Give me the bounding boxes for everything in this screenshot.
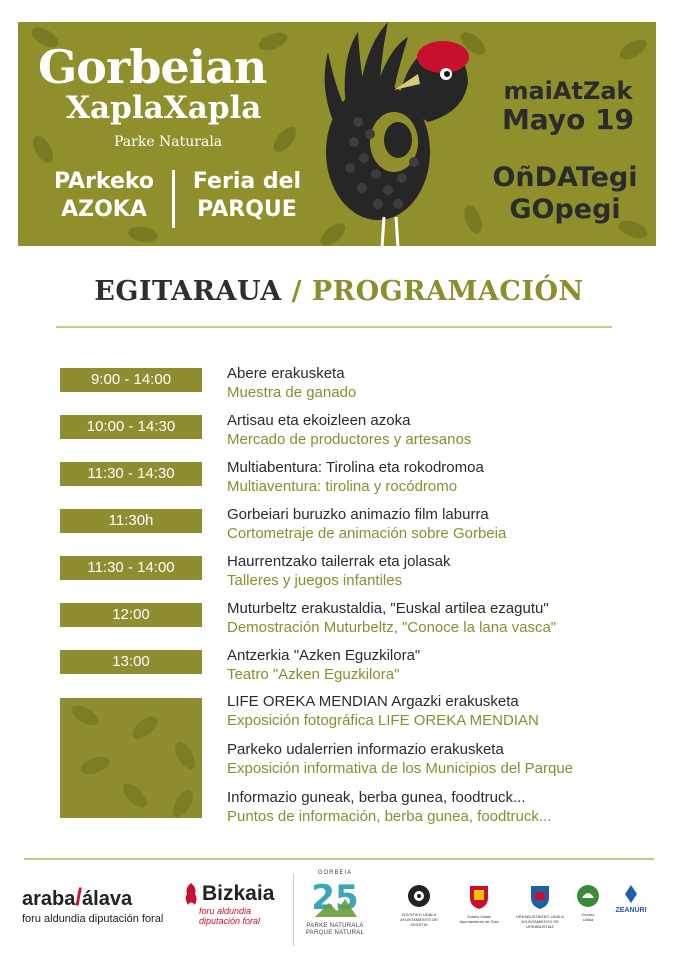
araba-logo: araba/álava foru aldundia diputación foral [22, 884, 164, 925]
bizkaia-logo: Bizkaia foru aldundia diputación foral [183, 882, 293, 926]
event-title: Gorbeian [38, 40, 267, 94]
activity-eu: Informazio guneak, berba gunea, foodtruck... [227, 789, 526, 806]
bizkaia-emblem-icon [183, 882, 199, 906]
time-badge: 11:30h [60, 509, 202, 533]
activity-es: Exposición fotográfica LIFE OREKA MENDIAN [227, 712, 539, 729]
time-badge: 10:00 - 14:30 [60, 415, 202, 439]
urkabustaiz-shield-icon [529, 884, 551, 910]
event-date: maiAtZak Mayo 19 [501, 77, 635, 136]
activity [227, 411, 657, 449]
leaf-pattern-icon [127, 225, 159, 245]
gorbeia-25-emblem-icon [305, 877, 365, 923]
zeanuri-emblem-icon [623, 884, 639, 904]
activity-es: Muestra de ganado [227, 384, 357, 401]
schedule-row [60, 599, 660, 641]
park-label: Parke Naturala [114, 134, 223, 150]
orozko-logo: Orozko Udala [574, 884, 602, 922]
activity-eu: Muturbeltz erakustaldia, "Euskal artilea ezagutu" [227, 600, 549, 617]
schedule-row [60, 552, 660, 594]
zuia-shield-icon [468, 884, 490, 910]
heading-divider [56, 326, 612, 328]
activity-eu: Antzerkia "Azken Eguzkilora" [227, 647, 421, 664]
orozko-emblem-icon [576, 884, 600, 908]
time-badge: 13:00 [60, 650, 202, 674]
activity-eu: Gorbeiari buruzko animazio film laburra [227, 506, 489, 523]
all-day-row [60, 788, 660, 830]
zuia-logo: Zuiako Udala Ayuntamiento de Zuia [452, 884, 506, 924]
activity [227, 692, 657, 730]
event-subtitle: XaplaXapla [66, 90, 262, 126]
activity-eu: Parkeko udalerrien informazio erakusketa [227, 741, 504, 758]
rooster-icon [298, 22, 498, 246]
leaf-pattern-icon [29, 133, 57, 166]
activity-eu: Multiabentura: Tirolina eta rokodromoa [227, 459, 484, 476]
leaf-pattern-icon [616, 36, 649, 64]
activity [227, 788, 657, 826]
activity-es: Mercado de productores y artesanos [227, 431, 472, 448]
time-badge: 11:30 - 14:30 [60, 462, 202, 486]
fair-divider [172, 170, 175, 228]
activity-eu: Haurrentzako tailerrak eta jolasak [227, 553, 451, 570]
gorbeia-number: 25 [311, 878, 359, 918]
activity-eu: LIFE OREKA MENDIAN Argazki erakusketa [227, 693, 519, 710]
logo-divider [293, 874, 294, 946]
zigoitia-logo: ZIGOITIKO UDALA AYUNTAMIENTO DE ZIGOITIA [394, 884, 444, 927]
footer-divider [24, 858, 654, 860]
zeanuri-logo: ZEANURI [608, 884, 654, 913]
leaf-pattern-icon [270, 123, 301, 156]
all-day-row [60, 692, 660, 734]
activity-es: Cortometraje de animación sobre Gorbeia [227, 525, 507, 542]
schedule-row [60, 646, 660, 688]
activity [227, 458, 657, 496]
schedule-row [60, 364, 660, 406]
activity [227, 646, 657, 684]
activity-es: Demostración Muturbeltz, "Conoce la lana vasca" [227, 619, 557, 636]
urkabustaiz-logo: URKABUSTAIZKO UDALA AYUNTAMIENTO DE URKABUSTAIZ [512, 884, 568, 929]
gorbeia-25-logo: GORBEIA 25 PARKE NATURALA PARQUE NATURAL [305, 870, 365, 936]
activity [227, 552, 657, 590]
zigoitia-emblem-icon [407, 884, 431, 908]
activity-es: Puntos de información, berba gunea, foodtruck... [227, 808, 552, 825]
program-heading: EGITARAUA / PROGRAMACIÓN [94, 276, 584, 307]
schedule-row [60, 458, 660, 500]
time-badge: 9:00 - 14:00 [60, 368, 202, 392]
schedule-row [60, 411, 660, 453]
all-day-row [60, 740, 660, 782]
activity-es: Talleres y juegos infantiles [227, 572, 403, 589]
activity-eu: Artisau eta ekoizleen azoka [227, 412, 411, 429]
activity-es: Multiaventura: tirolina y rocódromo [227, 478, 458, 495]
activity-es: Teatro "Azken Eguzkilora" [227, 666, 400, 683]
fair-name-es: Feria del PARQUE [192, 169, 302, 222]
activity [227, 599, 657, 637]
fair-name-eu: PArkeko AZOKA [53, 169, 155, 222]
time-badge: 11:30 - 14:00 [60, 556, 202, 580]
activity [227, 505, 657, 543]
activity-es: Exposición informativa de los Municipios del Parque [227, 760, 574, 777]
activity-eu: Abere erakusketa [227, 365, 345, 382]
activity [227, 740, 657, 778]
schedule-row [60, 505, 660, 547]
activity [227, 364, 657, 402]
time-badge: 12:00 [60, 603, 202, 627]
event-banner [18, 22, 656, 246]
event-location: OñDATegi GOpegi [492, 162, 638, 225]
